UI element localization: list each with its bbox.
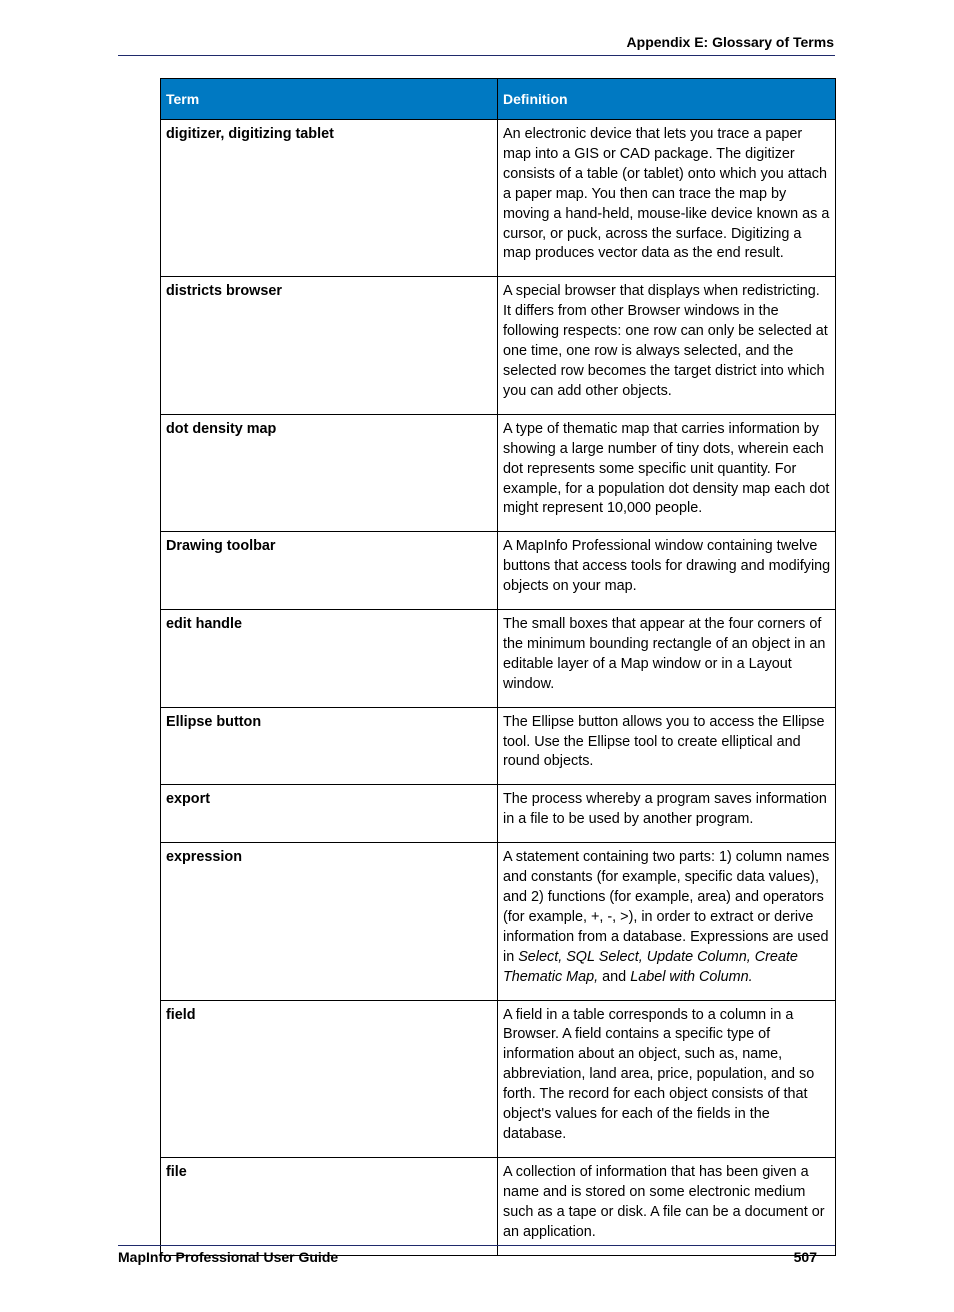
definition-text: and [598,968,631,985]
term-cell: expression [161,843,498,1000]
table-row [161,1157,836,1255]
definition-cell: An electronic device that lets you trace a paper map into a GIS or CAD package. The digitizer consists of a table (or tablet) onto which you attach a paper map. You then can trace the map by moving a hand-held, mouse-like device known as a cursor, or puck, across the surface. Digitizing a map produces vector data as the end result. [498,120,836,277]
definition-cell: A field in a table corresponds to a column in a Browser. A field contains a specific type of information about an object, such as, name, abbreviation, land area, price, population, and so forth. The record for each object consists of that object's values for each of the fields in the database. [498,1000,836,1157]
table-header-row [161,79,836,120]
term-cell: Drawing toolbar [161,532,498,610]
table-row [161,277,836,414]
definition-cell: A type of thematic map that carries information by showing a large number of tiny dots, wherein each dot represents some specific unit quantity. For example, for a population dot density map each dot might represent 10,000 people. [498,414,836,532]
term-cell: digitizer, digitizing tablet [161,120,498,277]
footer-book-title: MapInfo Professional User Guide [118,1249,339,1265]
definition-cell: The small boxes that appear at the four corners of the minimum bounding rectangle of an object in an editable layer of a Map window or in a Layout window. [498,610,836,708]
table-row [161,532,836,610]
definition-text: A statement containing two parts: 1) column names and constants (for example, specific data values), and 2) functions (for example, area) and operators (for example, +, -, >), in order to extract or derive information from a database. Expressions are used in [503,849,830,965]
table-row [161,610,836,708]
column-header-term: Term [161,79,498,120]
definition-cell: The process whereby a program saves information in a file to be used by another program. [498,785,836,843]
definition-cell: The Ellipse button allows you to access the Ellipse tool. Use the Ellipse tool to create elliptical and round objects. [498,707,836,785]
page-number: 507 [793,1249,817,1265]
table-row [161,785,836,843]
definition-cell: A MapInfo Professional window containing twelve buttons that access tools for drawing and modifying objects on your map. [498,532,836,610]
term-cell: districts browser [161,277,498,414]
definition-cell [498,843,836,1000]
term-cell: Ellipse button [161,707,498,785]
term-cell: field [161,1000,498,1157]
definition-cell: A special browser that displays when redistricting. It differs from other Browser windows in the following respects: one row can only be selected at one time, one row is always selected, and the selected row becomes the target district into which you can add other objects. [498,277,836,414]
table-row [161,120,836,277]
table-row [161,414,836,532]
definition-italic-commands: Select, SQL Select, Update Column, Create Thematic Map, [503,948,798,985]
table-row [161,1000,836,1157]
table-row [161,843,836,1000]
term-cell: file [161,1157,498,1255]
definition-italic-command: Label with Column. [630,968,753,985]
glossary-table [160,78,836,1256]
page-header-title: Appendix E: Glossary of Terms [626,34,834,50]
header-divider [118,55,835,56]
term-cell: dot density map [161,414,498,532]
column-header-definition: Definition [498,79,836,120]
table-row [161,707,836,785]
footer-divider [118,1245,835,1246]
term-cell: edit handle [161,610,498,708]
term-cell: export [161,785,498,843]
definition-cell: A collection of information that has been given a name and is stored on some electronic medium such as a tape or disk. A file can be a document or an application. [498,1157,836,1255]
